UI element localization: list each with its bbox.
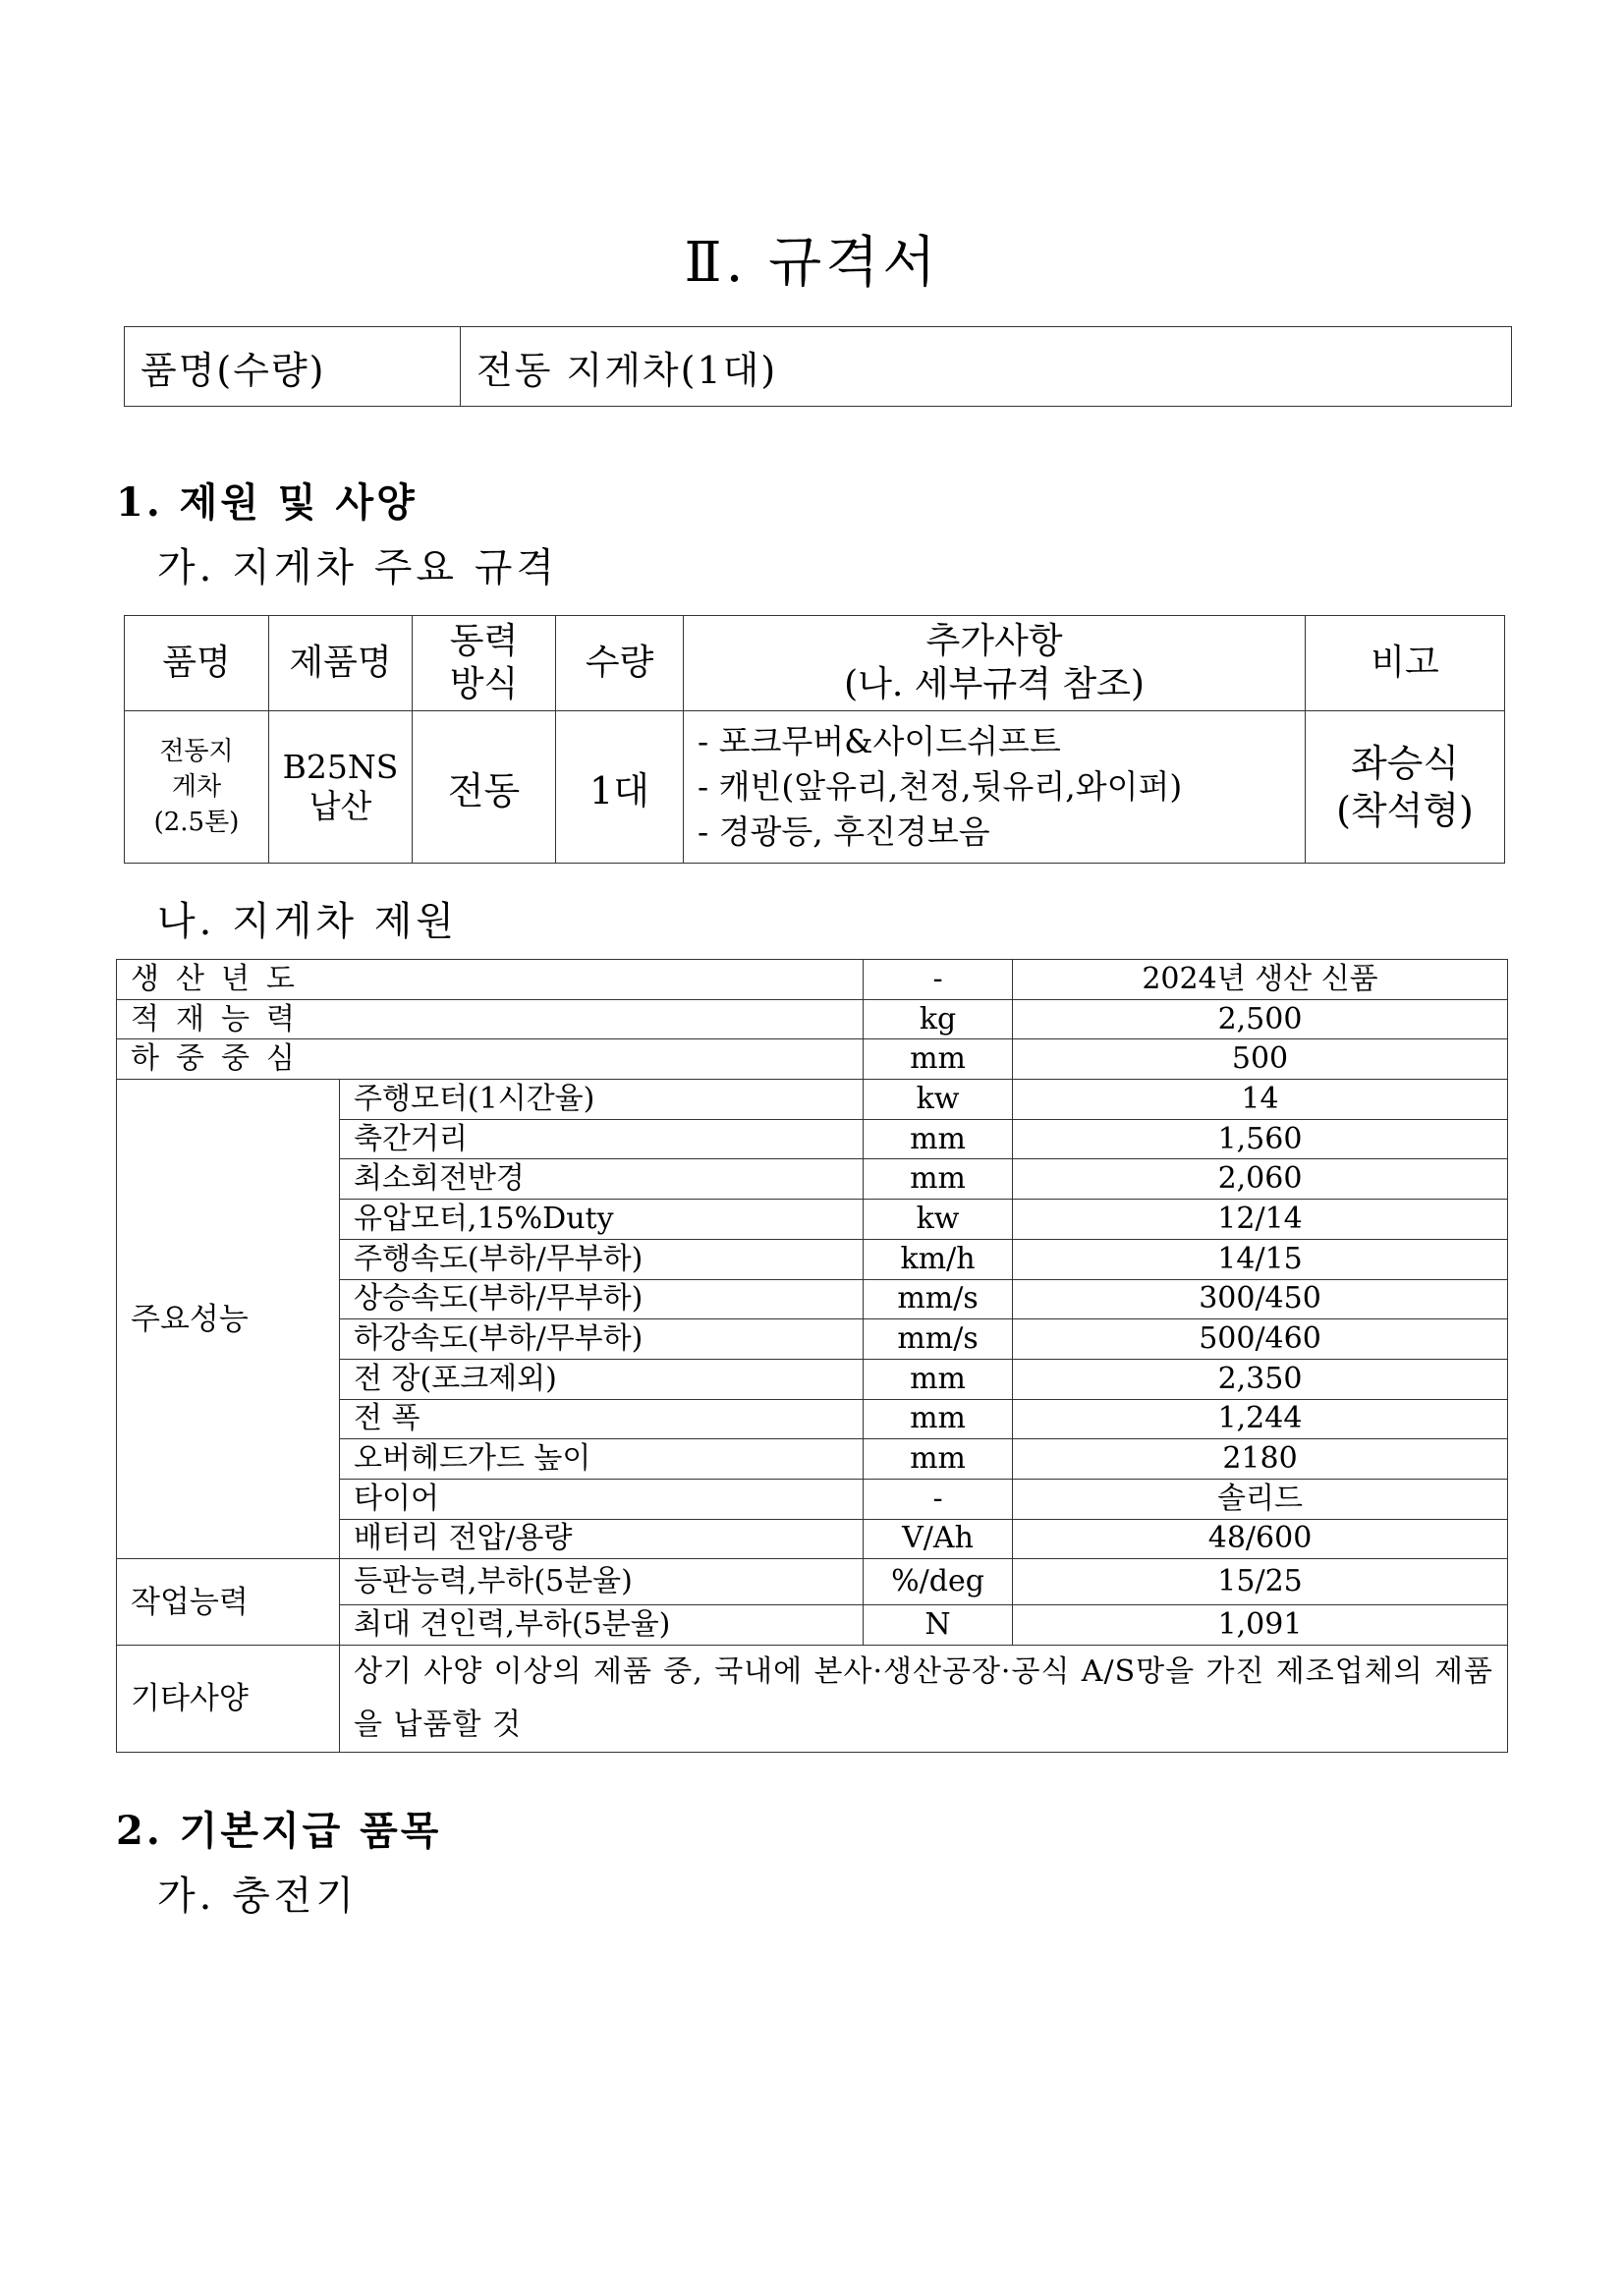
- spec-unit: mm: [864, 1439, 1013, 1480]
- spec-label: 최대 견인력,부하(5분율): [340, 1605, 864, 1646]
- spec-label: 최소회전반경: [340, 1159, 864, 1200]
- spec-unit: kg: [864, 999, 1013, 1039]
- spec-value: 14/15: [1013, 1239, 1508, 1279]
- cell-name-line1: 전동지: [159, 737, 234, 766]
- spec-value: 2,500: [1013, 999, 1508, 1039]
- section1-heading: 1. 제원 및 사양: [116, 479, 418, 526]
- etc-text: 상기 사양 이상의 제품 중, 국내에 본사·생산공장·공식 A/S망을 가진 제조업체의 제품을 납품할 것: [340, 1646, 1508, 1753]
- spec-value: 300/450: [1013, 1279, 1508, 1319]
- spec-value: 500: [1013, 1039, 1508, 1080]
- spec-unit: V/Ah: [864, 1519, 1013, 1559]
- spec-label: 주행속도(부하/무부하): [340, 1239, 864, 1279]
- category-etc: 기타사양: [117, 1646, 340, 1753]
- spec-label: 적재능력: [117, 999, 864, 1039]
- spec-unit: -: [864, 1479, 1013, 1519]
- spec-table: [116, 959, 1508, 1753]
- section2-sub-a: 가. 충전기: [157, 1874, 358, 1919]
- spec-value: 15/25: [1013, 1559, 1508, 1605]
- spec-value: 1,560: [1013, 1119, 1508, 1159]
- spec-value: 12/14: [1013, 1200, 1508, 1240]
- spec-label: 오버헤드가드 높이: [340, 1439, 864, 1480]
- table-row: [125, 711, 1505, 864]
- table-row: [117, 960, 1508, 1000]
- spec-value: 1,091: [1013, 1605, 1508, 1646]
- cell-power: 전동: [413, 711, 556, 864]
- spec-value: 2024년 생산 신품: [1013, 960, 1508, 1000]
- spec-unit: %/deg: [864, 1559, 1013, 1605]
- category-work: 작업능력: [117, 1559, 340, 1646]
- spec-unit: mm: [864, 1119, 1013, 1159]
- section1-sub-b: 나. 지게차 제원: [157, 899, 458, 944]
- main-spec-table: [124, 615, 1505, 864]
- spec-label: 생산년도: [117, 960, 864, 1000]
- spec-unit: mm/s: [864, 1279, 1013, 1319]
- table-row: [117, 1646, 1508, 1753]
- item-label: 품명(수량): [125, 327, 461, 407]
- spec-unit: mm/s: [864, 1319, 1013, 1360]
- cell-name-line3: (2.5톤): [153, 808, 240, 837]
- spec-label: 배터리 전압/용량: [340, 1519, 864, 1559]
- spec-label: 타이어: [340, 1479, 864, 1519]
- header-name: 품명: [125, 616, 269, 711]
- cell-note-line1: 좌승식: [1350, 742, 1460, 785]
- spec-value: 1,244: [1013, 1399, 1508, 1439]
- page-title: Ⅱ. 규격서: [684, 231, 940, 295]
- spec-value: 500/460: [1013, 1319, 1508, 1360]
- cell-qty: 1대: [556, 711, 684, 864]
- header-power-line1: 동력: [449, 621, 519, 661]
- header-power-line2: 방식: [449, 664, 519, 704]
- spec-unit: kw: [864, 1080, 1013, 1120]
- spec-value: 2,350: [1013, 1359, 1508, 1399]
- spec-value: 솔리드: [1013, 1479, 1508, 1519]
- table-row: [117, 1080, 1508, 1120]
- header-note: 비고: [1306, 616, 1505, 711]
- spec-label: 축간거리: [340, 1119, 864, 1159]
- section1-sub-a: 가. 지게차 주요 규격: [157, 545, 558, 590]
- header-product: 제품명: [269, 616, 413, 711]
- table-header-row: [125, 616, 1505, 711]
- spec-unit: -: [864, 960, 1013, 1000]
- spec-unit: kw: [864, 1200, 1013, 1240]
- list-item: - 포크무버&사이드쉬프트: [698, 722, 1061, 760]
- header-extra-line1: 추가사항: [925, 621, 1063, 661]
- item-value: 전동 지게차(1대): [461, 327, 1512, 407]
- spec-unit: mm: [864, 1039, 1013, 1080]
- header-power: [413, 616, 556, 711]
- cell-extras: [684, 711, 1306, 864]
- cell-product-line1: B25NS: [282, 748, 399, 786]
- cell-note: [1306, 711, 1505, 864]
- cell-product: [269, 711, 413, 864]
- spec-label: 전 폭: [340, 1399, 864, 1439]
- category-performance: 주요성능: [117, 1080, 340, 1559]
- list-item: - 캐빈(앞유리,천정,뒷유리,와이퍼): [698, 767, 1183, 806]
- spec-label: 상승속도(부하/무부하): [340, 1279, 864, 1319]
- table-row: [117, 999, 1508, 1039]
- cell-name-line2: 게차: [171, 772, 222, 802]
- cell-name: [125, 711, 269, 864]
- spec-label: 하중중심: [117, 1039, 864, 1080]
- spec-value: 2180: [1013, 1439, 1508, 1480]
- table-row: [117, 1559, 1508, 1605]
- spec-label: 등판능력,부하(5분율): [340, 1559, 864, 1605]
- spec-unit: mm: [864, 1399, 1013, 1439]
- table-row: [125, 327, 1512, 407]
- spec-label: 주행모터(1시간율): [340, 1080, 864, 1120]
- table-row: [117, 1039, 1508, 1080]
- spec-value: 2,060: [1013, 1159, 1508, 1200]
- item-table: [124, 326, 1512, 407]
- header-extra: [684, 616, 1306, 711]
- spec-value: 14: [1013, 1080, 1508, 1120]
- spec-unit: mm: [864, 1359, 1013, 1399]
- header-extra-line2: (나. 세부규격 참조): [844, 664, 1145, 704]
- spec-label: 유압모터,15%Duty: [340, 1200, 864, 1240]
- cell-note-line2: (착석형): [1336, 789, 1474, 832]
- section2-heading: 2. 기본지급 품목: [116, 1808, 442, 1854]
- cell-product-line2: 납산: [308, 787, 372, 825]
- spec-label: 전 장(포크제외): [340, 1359, 864, 1399]
- spec-unit: mm: [864, 1159, 1013, 1200]
- header-qty: 수량: [556, 616, 684, 711]
- list-item: - 경광등, 후진경보음: [698, 812, 990, 851]
- spec-unit: N: [864, 1605, 1013, 1646]
- spec-label: 하강속도(부하/무부하): [340, 1319, 864, 1360]
- spec-unit: km/h: [864, 1239, 1013, 1279]
- spec-value: 48/600: [1013, 1519, 1508, 1559]
